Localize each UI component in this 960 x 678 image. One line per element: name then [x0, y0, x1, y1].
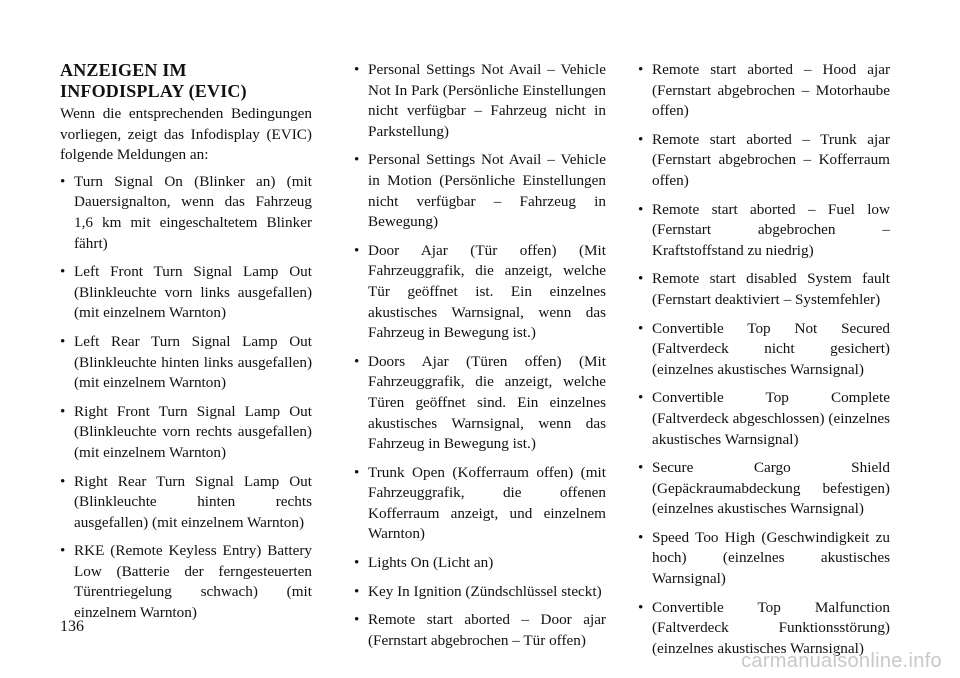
bullet-icon: • [354, 554, 360, 572]
list-item-text: Remote start aborted – Trunk ajar (Fernstart abgebrochen – Kofferraum offen) [652, 130, 890, 189]
list-item [60, 402, 312, 464]
list-item [60, 472, 312, 534]
bullet-icon: • [638, 598, 644, 616]
bullet-icon: • [60, 472, 66, 490]
page-number: 136 [60, 618, 84, 635]
bullet-icon: • [638, 459, 644, 477]
bullet-icon: • [60, 172, 66, 190]
bullet-icon: • [60, 542, 66, 560]
list-item [638, 200, 890, 262]
list-item [60, 262, 312, 324]
list-item-text: Left Rear Turn Signal Lamp Out (Blinkleuchte hinten links ausgefallen) (mit einzelnem Warnton) [74, 332, 312, 392]
bullet-icon: • [638, 270, 644, 288]
bullet-icon: • [60, 402, 66, 420]
list-item [638, 60, 890, 122]
list-item [638, 458, 890, 520]
message-list-left [60, 172, 312, 624]
list-item-text: Trunk Open (Kofferraum offen) (mit Fahrzeuggrafik, die offenen Kofferraum anzeigt, und einzelnem Warnton) [368, 463, 606, 543]
list-item [354, 582, 606, 603]
list-item-text: Remote start aborted – Fuel low (Fernstart abgebrochen – Kraftstoffstand zu niedrig) [652, 200, 890, 259]
list-item-text: Remote start aborted – Hood ajar (Fernstart abgebrochen – Motorhaube offen) [652, 61, 890, 120]
bullet-icon: • [60, 332, 66, 350]
list-item-text: Remote start disabled System fault (Fernstart deaktiviert – Systemfehler) [652, 270, 890, 308]
list-item [638, 528, 890, 590]
bullet-icon: • [354, 241, 360, 259]
bullet-icon: • [354, 463, 360, 481]
list-item [354, 352, 606, 455]
message-list-middle [354, 60, 606, 651]
list-item-text: Personal Settings Not Avail – Vehicle in Motion (Persönliche Einstellungen nicht verfügbar – Fahrzeug in Bewegung) [368, 151, 606, 231]
list-item [354, 241, 606, 344]
bullet-icon: • [60, 263, 66, 281]
watermark: carmanualsonline.info [741, 650, 942, 672]
list-item-text: Secure Cargo Shield (Gepäckraumabdeckung befestigen) (einzelnes akustisches Warnsignal) [652, 459, 890, 518]
bullet-icon: • [354, 352, 360, 370]
section-title: ANZEIGEN IM INFODISPLAY (EVIC) [60, 60, 247, 101]
column-right [638, 60, 890, 667]
bullet-icon: • [354, 611, 360, 629]
list-item [638, 269, 890, 310]
bullet-icon: • [638, 200, 644, 218]
bullet-icon: • [354, 61, 360, 78]
bullet-icon: • [638, 528, 644, 546]
column-left [60, 60, 312, 632]
bullet-icon: • [638, 130, 644, 148]
list-item-text: Doors Ajar (Türen offen) (Mit Fahrzeuggrafik, die anzeigt, welche Türen geöffnet sind. Ein einzelnes akustisches Warnsignal, wenn das Fahrzeug in Bewegung ist.) [368, 352, 606, 453]
list-item [638, 319, 890, 381]
list-item [354, 553, 606, 574]
bullet-icon: • [638, 61, 644, 78]
list-item-text: Convertible Top Malfunction (Faltverdeck Funktionsstörung) (einzelnes akustisches Warnsignal) [652, 598, 890, 657]
list-item-text: Turn Signal On (Blinker an) (mit Dauersignalton, wenn das Fahrzeug 1,6 km mit eingeschaltetem Blinker fährt) [74, 172, 312, 252]
list-item [354, 463, 606, 545]
bullet-icon: • [354, 582, 360, 600]
list-item [60, 332, 312, 394]
bullet-icon: • [638, 389, 644, 407]
bullet-icon: • [638, 319, 644, 337]
list-item-text: Convertible Top Not Secured (Faltverdeck nicht gesichert) (einzelnes akustisches Warnsignal) [652, 319, 890, 378]
list-item [638, 130, 890, 192]
list-item [60, 172, 312, 254]
list-item-text: Convertible Top Complete (Faltverdeck abgeschlossen) (einzelnes akustisches Warnsignal) [652, 389, 890, 448]
list-item [60, 541, 312, 623]
list-item [354, 610, 606, 651]
bullet-icon: • [354, 151, 360, 169]
list-item-text: RKE (Remote Keyless Entry) Battery Low (Batterie der ferngesteuerten Türentriegelung schwach) (mit einzelnem Warnton) [74, 542, 312, 622]
list-item-text: Remote start aborted – Door ajar (Fernstart abgebrochen – Tür offen) [368, 611, 606, 649]
message-list-right [638, 60, 890, 659]
list-item-text: Right Front Turn Signal Lamp Out (Blinkleuchte vorn rechts ausgefallen) (mit einzelnem Warnton) [74, 402, 312, 461]
list-item [638, 388, 890, 450]
list-item [354, 60, 606, 142]
list-item-text: Right Rear Turn Signal Lamp Out (Blinkleuchte hinten rechts ausgefallen) (mit einzelnem Warnton) [74, 472, 312, 531]
list-item-text: Key In Ignition (Zündschlüssel steckt) [368, 582, 602, 600]
list-item [354, 150, 606, 232]
list-item-text: Personal Settings Not Avail – Vehicle Not In Park (Persönliche Einstellungen nicht verfügbar – Fahrzeug nicht in Parkstellung) [368, 61, 606, 140]
column-middle [354, 60, 606, 659]
list-item-text: Speed Too High (Geschwindigkeit zu hoch) (einzelnes akustisches Warnsignal) [652, 528, 890, 588]
list-item-text: Left Front Turn Signal Lamp Out (Blinkleuchte vorn links ausgefallen) (mit einzelnem Warnton) [74, 263, 312, 322]
list-item-text: Door Ajar (Tür offen) (Mit Fahrzeuggrafik, die anzeigt, welche Tür geöffnet ist. Ein einzelnes akustisches Warnsignal, wenn das Fahrzeug in Bewegung ist.) [368, 241, 606, 342]
intro-paragraph: Wenn die entsprechenden Bedingungen vorliegen, zeigt das Infodisplay (EVIC) folgende Meldungen an: [60, 105, 312, 164]
list-item-text: Lights On (Licht an) [368, 554, 494, 572]
